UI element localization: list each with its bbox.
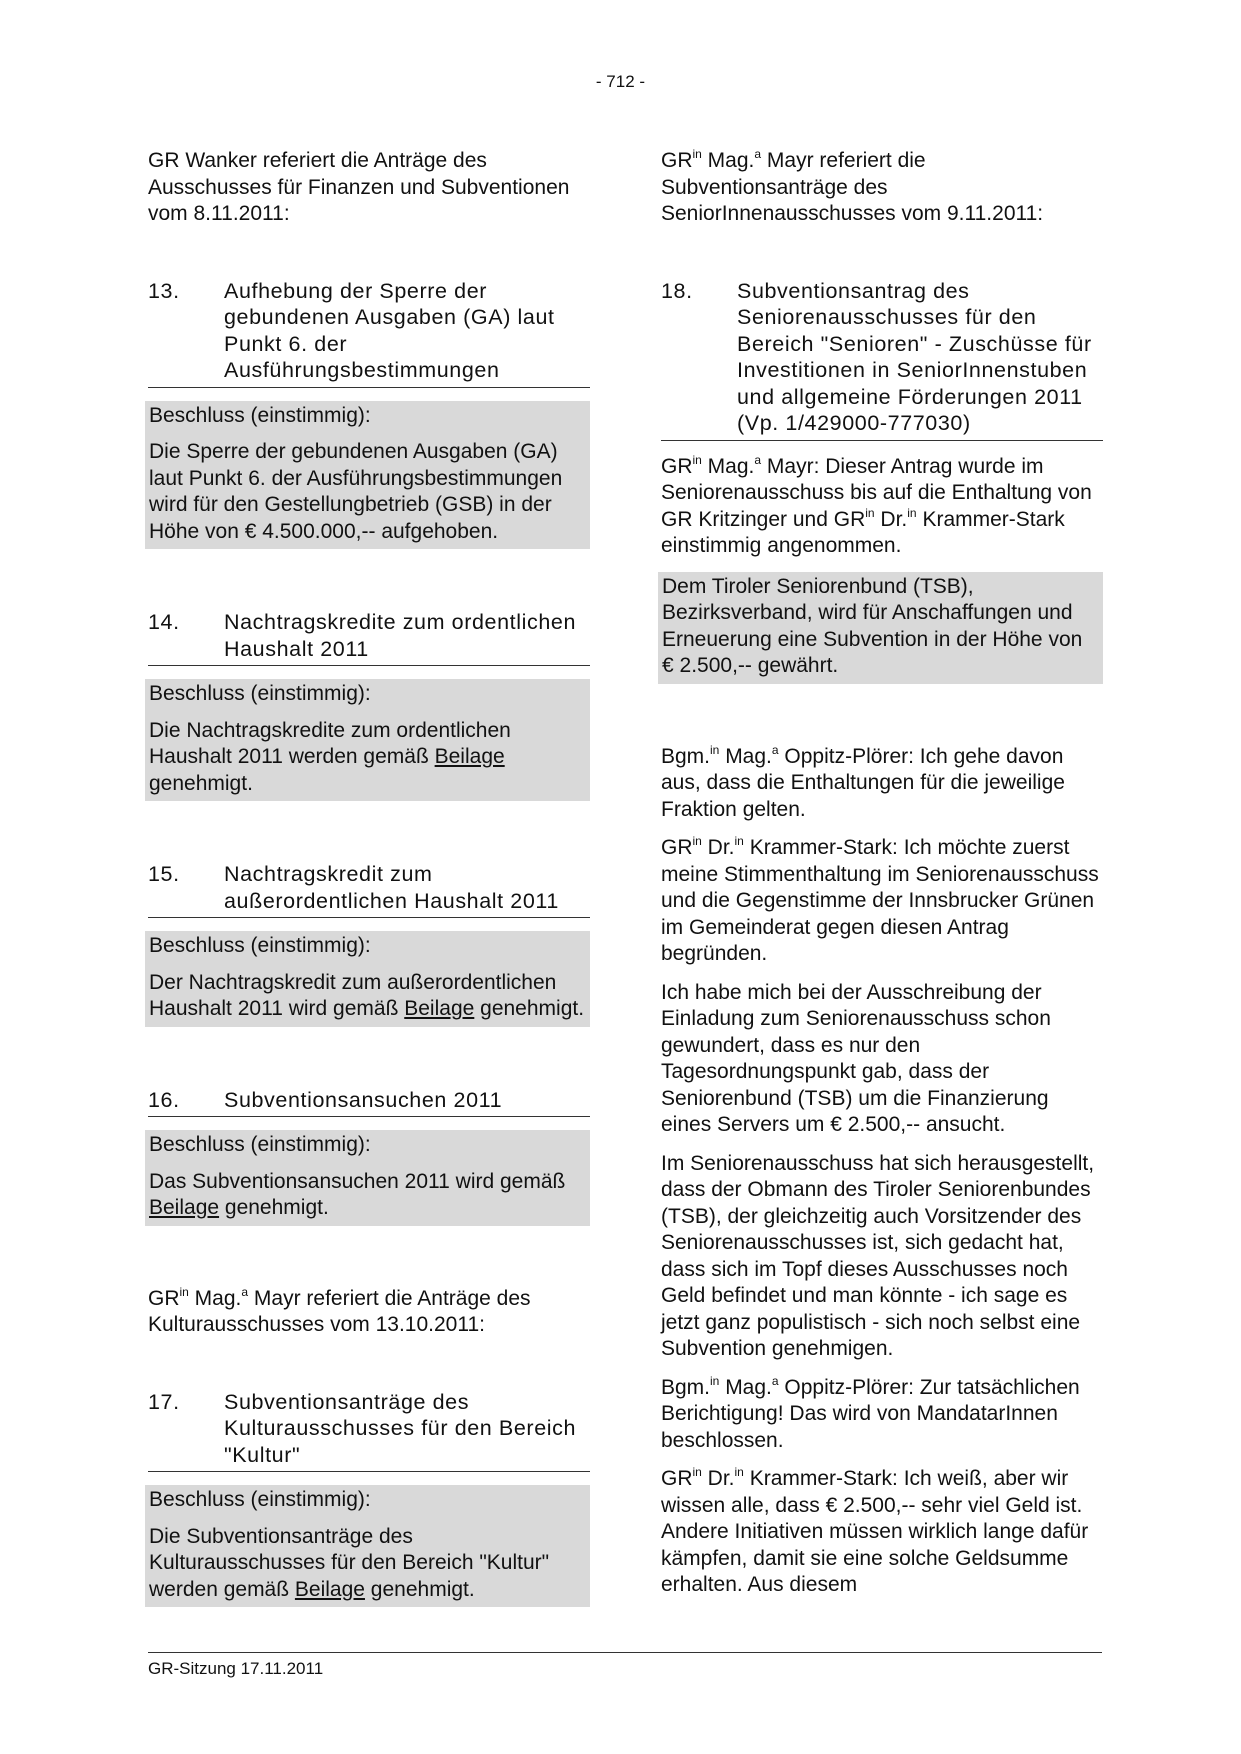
agenda-title: Nachtragskredit zum außerordentlichen Haushalt 2011 bbox=[224, 862, 559, 913]
speaker-degree: Dr. bbox=[874, 507, 908, 531]
superscript: in bbox=[692, 147, 702, 161]
decision-text bbox=[149, 718, 586, 798]
decision-label: Beschluss (einstimmig): bbox=[149, 403, 371, 427]
decision-text-part: Die Nachtragskredite zum ordentlichen Haushalt 2011 werden gemäß bbox=[149, 718, 511, 768]
speaker-degree: Mag. bbox=[701, 454, 755, 478]
speech-text: Krammer-Stark: Ich möchte zuerst meine Stimmenthaltung im Seniorenausschuss und die Gegenstimme der Innsbrucker Grünen im Gemeinderat gegen diesen Antrag begründen. bbox=[661, 836, 1099, 965]
agenda-number: 16. bbox=[148, 1087, 180, 1112]
superscript: in bbox=[692, 834, 702, 848]
agenda-block-15 bbox=[148, 861, 590, 1027]
decision-text bbox=[149, 1169, 586, 1222]
speech-oppitz-ploerer-2 bbox=[661, 1375, 1103, 1455]
left-column bbox=[148, 148, 590, 1607]
speech-text: Krammer-Stark einstimmig angenommen. bbox=[661, 507, 1065, 557]
superscript: in bbox=[179, 1284, 189, 1299]
superscript: in bbox=[692, 1465, 702, 1479]
beilage-link[interactable]: Beilage bbox=[294, 1577, 365, 1601]
beilage-link[interactable]: Beilage bbox=[434, 745, 505, 768]
decision-label: Beschluss (einstimmig): bbox=[149, 682, 371, 705]
agenda-item-13 bbox=[148, 278, 590, 388]
speaker-degree: Mag. bbox=[701, 149, 755, 172]
decision-text: Die Sperre der gebundenen Ausgaben (GA) laut Punkt 6. der Ausführungsbestimmungen wird für den Gestellungbetrieb (GSB) in der Höhe von € 4.500.000,-- aufgehoben. bbox=[149, 440, 563, 543]
speaker-degree: Dr. bbox=[701, 1467, 735, 1490]
decision-text-part: Der Nachtragskredit zum außerordentlichen Haushalt 2011 wird gemäß bbox=[149, 970, 557, 1020]
superscript: in bbox=[710, 1373, 720, 1388]
agenda-item-18 bbox=[661, 278, 1103, 441]
agenda-number: 17. bbox=[148, 1389, 180, 1414]
intro-finance-committee: GR Wanker referiert die Anträge des Ausschusses für Finanzen und Subventionen vom 8.11.2011: bbox=[148, 149, 570, 225]
superscript: a bbox=[771, 742, 779, 757]
agenda-title: Subventionsansuchen 2011 bbox=[224, 1087, 503, 1112]
speaker-title: GR bbox=[148, 1286, 180, 1310]
agenda-item-15 bbox=[148, 861, 590, 918]
decision-box bbox=[145, 1130, 590, 1226]
speech-text: Oppitz-Plörer: Ich gehe davon aus, dass die Enthaltungen für die jeweilige Fraktion gelten. bbox=[661, 744, 1065, 821]
speech-paragraph: Ich habe mich bei der Ausschreibung der Einladung zum Seniorenausschuss schon gewundert, dass es nur den Tagesordnungspunkt gab, dass der Seniorenbund (TSB) um die Finanzierung eines Servers um € 2.500,-- ansucht. bbox=[661, 980, 1051, 1136]
decision-label: Beschluss (einstimmig): bbox=[149, 934, 371, 957]
decision-text-part: genehmigt. bbox=[219, 1196, 329, 1219]
decision-text-part: Das Subventionsansuchen 2011 wird gemäß bbox=[149, 1169, 566, 1193]
decision-text bbox=[149, 1524, 586, 1604]
agenda-number: 15. bbox=[148, 862, 180, 886]
superscript: in bbox=[865, 505, 875, 520]
resolution-box: Dem Tiroler Seniorenbund (TSB), Bezirksverband, wird für Anschaffungen und Erneuerung eine Subvention in der Höhe von € 2.500,-- gewährt. bbox=[658, 572, 1103, 684]
speaker-title: Bgm. bbox=[661, 1375, 711, 1399]
decision-box bbox=[145, 401, 590, 550]
speaker-degree: Mag. bbox=[188, 1286, 242, 1310]
decision-label: Beschluss (einstimmig): bbox=[149, 1488, 371, 1511]
speaker-title: GR bbox=[661, 454, 693, 478]
decision-text-part: genehmigt. bbox=[149, 771, 253, 795]
superscript: in bbox=[907, 505, 917, 520]
superscript: in bbox=[734, 1465, 744, 1479]
page-footer: GR-Sitzung 17.11.2011 bbox=[148, 1652, 1102, 1679]
speech-text: Oppitz-Plörer: Zur tatsächlichen Berichtigung! Das wird von MandatarInnen beschlossen. bbox=[661, 1375, 1080, 1452]
decision-box bbox=[145, 931, 590, 1027]
superscript: a bbox=[754, 147, 762, 161]
right-column bbox=[661, 148, 1103, 1611]
speech-oppitz-ploerer-1 bbox=[661, 744, 1103, 824]
page-number: - 712 - bbox=[595, 72, 646, 91]
decision-box bbox=[145, 679, 590, 801]
speech-paragraph: Im Seniorenausschuss hat sich herausgestellt, dass der Obmann des Tiroler Seniorenbundes (TSB), der gleichzeitig auch Vorsitzender des Seniorenausschusses ist, sich gedacht hat, dass sich im Topf dieses Ausschusses noch Geld befindet und man könnte - ich sage es jetzt ganz populistisch - sich noch selbst eine Subvention genehmigen. bbox=[661, 1151, 1095, 1360]
agenda-block-14 bbox=[148, 609, 590, 801]
agenda-title: Aufhebung der Sperre der gebundenen Ausgaben (GA) laut Punkt 6. der Ausführungsbestimmungen bbox=[224, 278, 555, 382]
superscript: in bbox=[692, 452, 702, 467]
speech-mayr bbox=[661, 454, 1103, 560]
agenda-item-14 bbox=[148, 609, 590, 666]
agenda-item-17 bbox=[148, 1389, 590, 1473]
decision-text bbox=[149, 970, 586, 1023]
decision-box bbox=[145, 1485, 590, 1607]
superscript: in bbox=[710, 742, 720, 757]
superscript: a bbox=[241, 1284, 249, 1299]
intro-text: Mayr referiert die Anträge des Kulturausschusses vom 13.10.2011: bbox=[148, 1286, 531, 1336]
speaker-degree: Mag. bbox=[719, 744, 772, 768]
superscript: in bbox=[734, 834, 744, 848]
decision-text-part: genehmigt. bbox=[364, 1577, 475, 1601]
speaker-degree: Dr. bbox=[701, 836, 735, 859]
agenda-number: 13. bbox=[148, 278, 180, 303]
decision-text-part: genehmigt. bbox=[474, 997, 585, 1020]
speech-text: Mayr: Dieser Antrag wurde im Seniorenausschuss bis auf die Enthaltung von GR Kritzinger und GR bbox=[661, 454, 1092, 531]
speech-krammer-stark-1 bbox=[661, 835, 1103, 968]
agenda-block-16 bbox=[148, 1087, 590, 1226]
speaker-title: GR bbox=[661, 1467, 693, 1490]
agenda-block-13 bbox=[148, 278, 590, 550]
intro-text: Mayr referiert die Subventionsanträge des SeniorInnenausschusses vom 9.11.2011: bbox=[661, 149, 1044, 225]
agenda-number: 14. bbox=[148, 610, 180, 634]
superscript: a bbox=[754, 452, 762, 467]
intro-culture-committee bbox=[148, 1286, 590, 1339]
agenda-number: 18. bbox=[661, 278, 693, 303]
decision-label: Beschluss (einstimmig): bbox=[149, 1133, 371, 1156]
agenda-title: Subventionsanträge des Kulturausschusses für den Bereich "Kultur" bbox=[224, 1389, 577, 1467]
agenda-title: Subventionsantrag des Seniorenausschusses für den Bereich "Senioren" - Zuschüsse für Investitionen in SeniorInnenstuben und allgemeine Förderungen 2011 (Vp. 1/429000-777030) bbox=[737, 278, 1092, 435]
beilage-link[interactable]: Beilage bbox=[404, 997, 475, 1020]
speaker-degree: Mag. bbox=[719, 1375, 772, 1399]
agenda-block-17 bbox=[148, 1389, 590, 1608]
decision-text-part: Die Subventionsanträge des Kulturausschusses für den Bereich "Kultur" werden gemäß bbox=[149, 1524, 550, 1601]
agenda-title: Nachtragskredite zum ordentlichen Haushalt 2011 bbox=[224, 610, 577, 661]
beilage-link[interactable]: Beilage bbox=[149, 1196, 220, 1219]
intro-senior-committee bbox=[661, 148, 1103, 228]
agenda-item-16 bbox=[148, 1087, 590, 1118]
speaker-title: GR bbox=[661, 149, 693, 172]
speech-text: Krammer-Stark: Ich weiß, aber wir wissen alle, dass € 2.500,-- sehr viel Geld ist. Andere Initiativen müssen wirklich lange dafür kämpfen, damit sie eine solche Geldsumme erhalten. Aus diesem bbox=[661, 1467, 1089, 1596]
speaker-title: Bgm. bbox=[661, 744, 711, 768]
speech-krammer-stark-2 bbox=[661, 1466, 1103, 1599]
superscript: a bbox=[771, 1373, 779, 1388]
speaker-title: GR bbox=[661, 836, 693, 859]
